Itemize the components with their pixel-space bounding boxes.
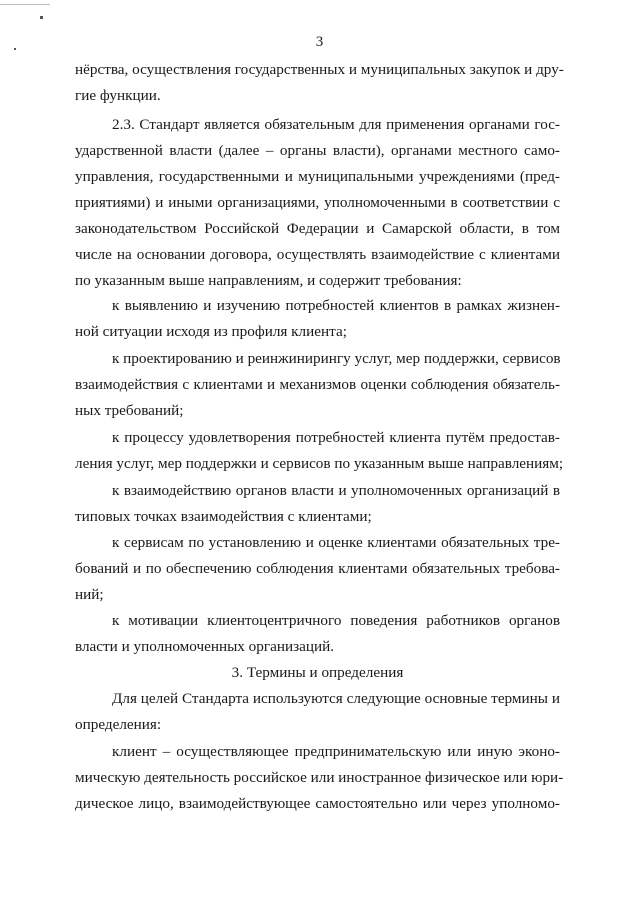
text-line: нёрства, осуществления государственных и муниципальных закупок и дру-: [75, 61, 564, 78]
text-line: 2.3. Стандарт является обязательным для применения органами гос-: [112, 116, 560, 133]
text-line: к процессу удовлетворения потребностей клиента путём предостав-: [112, 429, 560, 446]
text-line: к проектированию и реинжинирингу услуг, мер поддержки, сервисов: [112, 350, 561, 367]
text-line: гие функции.: [75, 87, 161, 104]
text-line: власти и уполномоченных организаций.: [75, 638, 335, 655]
text-line: определения:: [75, 716, 162, 733]
text-line: ления услуг, мер поддержки и сервисов по указанным выше направлениям;: [75, 455, 564, 472]
page-number: 3: [315, 34, 324, 50]
text-line: по указанным выше направлениям, и содержит требования:: [75, 272, 462, 289]
text-line: Для целей Стандарта используются следующие основные термины и: [112, 690, 560, 707]
text-line: приятиями) и иными организациями, уполномоченными в соответствии с: [75, 194, 560, 211]
scan-mark: [0, 4, 50, 5]
text-line: числе на основании договора, осуществлять взаимодействие с клиентами: [75, 246, 560, 263]
text-line: типовых точках взаимодействия с клиентами;: [75, 508, 372, 525]
text-line: законодательством Российской Федерации и Самарской области, в том: [75, 220, 560, 237]
scan-mark: [40, 16, 43, 19]
text-line: ной ситуации исходя из профиля клиента;: [75, 323, 347, 340]
text-line: к мотивации клиентоцентричного поведения работников органов: [112, 612, 560, 629]
text-line: мическую деятельность российское или иностранное физическое или юри-: [75, 769, 564, 786]
text-line: к сервисам по установлению и оценке клиентами обязательных тре-: [112, 534, 560, 551]
text-line: управления, государственными и муниципальными учреждениями (пред-: [75, 168, 560, 185]
text-line: к выявлению и изучению потребностей клиентов в рамках жизнен-: [112, 297, 560, 314]
text-line: ных требований;: [75, 402, 184, 419]
text-line: клиент – осуществляющее предпринимательскую или иную эконо-: [112, 743, 560, 760]
text-line: к взаимодействию органов власти и уполномоченных организаций в: [112, 482, 560, 499]
text-line: бований и по обеспечению соблюдения клиентами обязательных требова-: [75, 560, 560, 577]
text-line: взаимодействия с клиентами и механизмов оценки соблюдения обязатель-: [75, 376, 560, 393]
text-line: ний;: [75, 586, 104, 603]
section-heading: 3. Термины и определения: [231, 664, 404, 681]
text-line: дическое лицо, взаимодействующее самостоятельно или через уполномо-: [75, 795, 560, 812]
text-line: ударственной власти (далее – органы власти), органами местного само-: [75, 142, 560, 159]
